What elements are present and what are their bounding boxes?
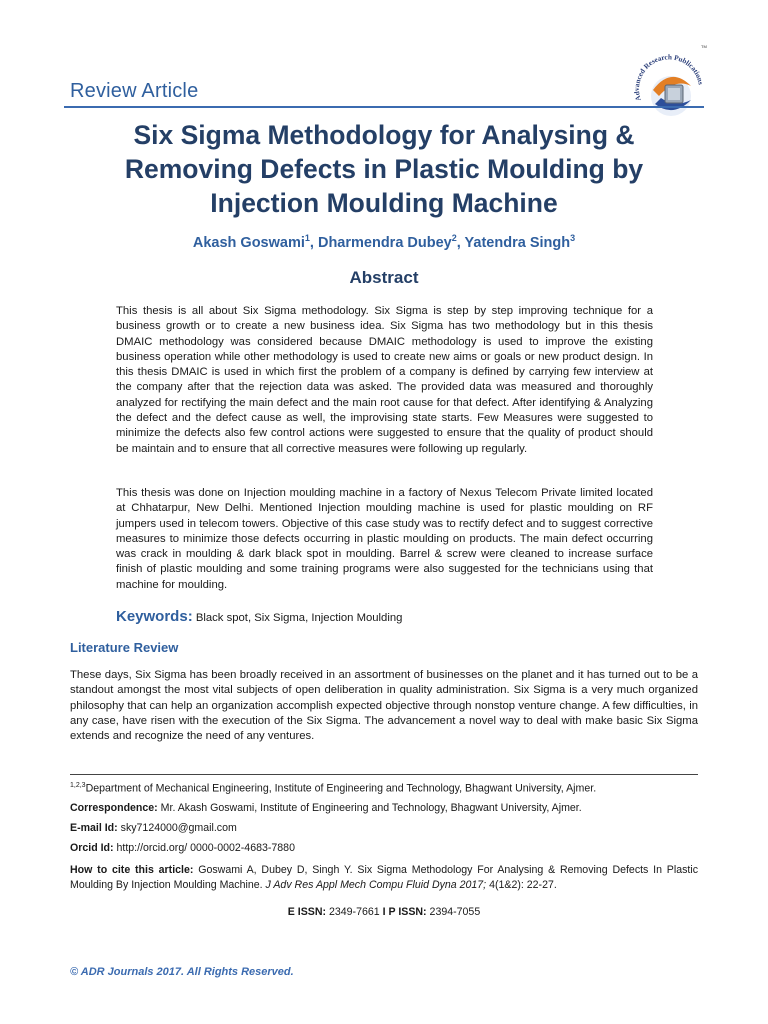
orcid-link[interactable]: http://orcid.org/ 0000-0002-4683-7880: [116, 842, 295, 854]
author-name: Yatendra Singh: [464, 234, 571, 251]
keywords: [116, 608, 402, 625]
correspondence-text: Mr. Akash Goswami, Institute of Engineering and Technology, Bhagwant University, Ajmer.: [160, 802, 582, 814]
affiliation-text: Department of Mechanical Engineering, Institute of Engineering and Technology, Bhagwant University, Ajmer.: [85, 782, 597, 795]
email-label: E-mail Id:: [70, 822, 118, 834]
publisher-logo: [615, 38, 723, 126]
footnote-divider: [70, 774, 698, 775]
orcid-line: [70, 841, 698, 856]
logo-arc-text: Advanced Research Publications: [633, 53, 705, 102]
logo-trademark: TM: [701, 44, 707, 49]
citation-label: How to cite this article:: [70, 864, 194, 876]
citation-line: [70, 863, 698, 893]
author-separator: ,: [456, 234, 465, 251]
author-affiliation-marker: 1: [304, 233, 310, 243]
author-affiliation-marker: 2: [451, 233, 457, 243]
issn-line: [70, 905, 698, 920]
author-name: Akash Goswami: [192, 234, 305, 251]
keywords-label: Keywords:: [116, 608, 193, 625]
correspondence-label: Correspondence:: [70, 802, 158, 814]
eissn-value: 2349-7661: [328, 906, 380, 918]
citation-text: Goswami A, Dubey D, Singh Y. Six Sigma Methodology For Analysing & Removing Defects In Plastic Moulding By Injection Moulding Machine.: [70, 864, 698, 891]
copyright-notice: © ADR Journals 2017. All Rights Reserved.: [70, 966, 294, 978]
issn-separator: I: [382, 906, 386, 918]
abstract-paragraph-1: This thesis is all about Six Sigma methodology. Six Sigma is step by step improving technique for a business growth or to create a new business idea. Six Sigma has two methodology but in this thesis DMAIC methodology was considered because DMAIC methodology is used to improve the existing business operation while other methodology is used to create new aims or goals or new product design. In this thesis DMAIC is used in which first the problem of a company is defined by carrying few interview at the company after that the rejection data was asked. The provided data was measured and thoroughly analyzed for rectifying the main defect and the main root cause for that defect. After identifying & Analyzing the defect and the defect cause as well, the improvising state starts. Few Measures were suggested to minimize the defects also few control actions were suggested to ensure that the quality of product should be maintain and to ensure that all corrective measures were following up regularly.: [116, 305, 653, 455]
orcid-label: Orcid Id:: [70, 842, 114, 854]
citation-pages: 4(1&2): 22-27.: [489, 879, 557, 891]
email-link[interactable]: sky7124000@gmail.com: [120, 822, 237, 834]
publisher-logo-icon: [615, 38, 723, 126]
section-type-label: Review Article: [70, 80, 199, 102]
author-separator: ,: [309, 234, 318, 251]
pissn-label: P ISSN:: [388, 906, 427, 918]
correspondence-line: [70, 801, 698, 816]
author-name: Dharmendra Dubey: [317, 234, 452, 251]
abstract-heading: Abstract: [349, 268, 419, 287]
article-title: Six Sigma Methodology for Analysing & Removing Defects in Plastic Moulding by Injection Moulding Machine: [124, 120, 644, 218]
email-line: [70, 821, 698, 836]
keywords-list: Black spot, Six Sigma, Injection Moulding: [195, 612, 403, 624]
citation-journal: J Adv Res Appl Mech Compu Fluid Dyna 2017;: [265, 879, 487, 891]
abstract-paragraph-2: This thesis was done on Injection moulding machine in a factory of Nexus Telecom Private limited located at Chhatarpur, New Delhi. Mentioned Injection moulding machine is used for plastic moulding on RF jumpers used in telecom towers. Objective of this case study was to rectify defect and to suggest corrective measures to minimize those defects occurring in plastic moulding on products. The main defect occurring was crack in moulding & dark black spot in moulding. Barrel & screw were cleaned to increase surface finish of plastic moulding and some training programs were also suggested for the technicians using that machine for moulding.: [116, 487, 653, 591]
literature-review-heading: Literature Review: [70, 640, 179, 655]
affiliation-footnote: [70, 778, 698, 797]
pissn-value: 2394-7055: [429, 906, 481, 918]
header-divider: [64, 106, 704, 108]
affiliation-marker: 1,2,3: [70, 782, 86, 789]
eissn-label: E ISSN:: [287, 906, 327, 918]
literature-review-paragraph: These days, Six Sigma has been broadly received in an assortment of businesses on the planet and it has turned out to be a standout amongst the most vital subjects of open deliberation in quality administration. Six Sigma is a very much organized philosophy that can help an organization accomplish expected objective through nonstop venture change. A few difficulties, in any case, have risen with the execution of the Six Sigma. The advancement a novel way to deal with make basic Six Sigma extends and recognize the need of any ventures.: [70, 669, 698, 743]
author-list: [70, 233, 698, 251]
author-affiliation-marker: 3: [570, 233, 576, 243]
